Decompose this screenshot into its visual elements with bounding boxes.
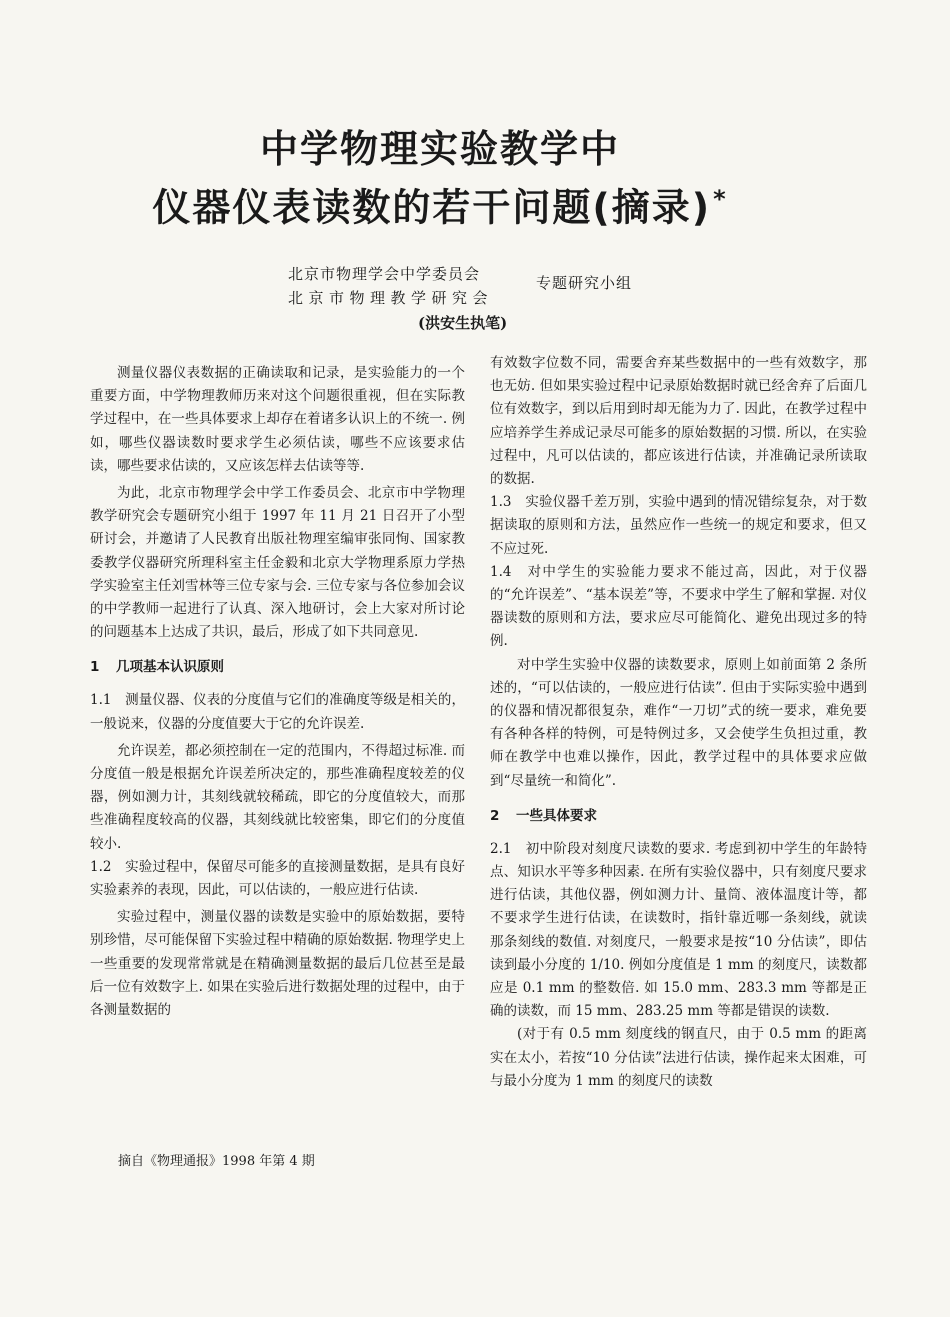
paragraph-1-3: 1.3 实验仪器千差万别，实验中遇到的情况错综复杂，对于数据读取的原则和方法，虽然应作一些统一的规定和要求，但又不应过死. <box>490 494 867 557</box>
paragraph-2-1: 2.1 初中阶段对刻度尺读数的要求. 考虑到初中学生的年龄特点、知识水平等多种因素. 在所有实验仪器中，只有刻度尺要求进行估读，其他仪器，例如测力计、量筒、液体温度计等，都不要求学生进行估读，在读数时，指针靠近哪一条刻线，就读那条刻线的数值. 对刻度尺，一般要求是按“10 分估读”，即估读到最小分度的 1/10. 例如分度值是 1 mm 的刻度尺，读数都应是 0.1 mm 的整数倍. 如 15.0 mm、283.3 mm 等都是正确的读数，而 15 mm、283.25 mm 等都是错误的读数. <box>490 840 867 1020</box>
author-org-1: 北京市物理学会中学委员会 <box>288 265 481 283</box>
paragraph-steel-ruler: (对于有 0.5 mm 刻度线的钢直尺，由于 0.5 mm 的距离实在太小，若按“10 分估读”法进行估读，操作起来太困难，可与最小分度为 1 mm 的刻度尺的读数 <box>490 1026 867 1089</box>
author-org-2: 北京市物理教学研究会 <box>288 289 494 307</box>
section-heading-2 <box>490 805 867 828</box>
paragraph-1-1: 1.1 测量仪器、仪表的分度值与它们的准确度等级是相关的，一般说来，仪器的分度值要大于它的允许误差. <box>90 692 465 732</box>
left-column <box>90 362 465 1022</box>
title-line-1: 中学物理实验教学中 <box>259 127 620 171</box>
section-title-2: 一些具体要求 <box>516 807 597 824</box>
paragraph-intro: 测量仪器仪表数据的正确读取和记录，是实验能力的一个重要方面，中学物理教师历来对这个问题很重视，但在实际教学过程中，在一些具体要求上却存在着诸多认识上的不统一. 例如，哪些仪器读数时要求学生必须估读，哪些不应该要求估读，哪些要求估读的，又应该怎样去估读等等. <box>90 365 465 474</box>
title-footnote-mark: * <box>713 185 728 213</box>
section-heading-1 <box>90 656 465 679</box>
section-title-1: 几项基本认识原则 <box>116 659 224 676</box>
section-number-2: 2 <box>490 807 500 824</box>
source-note: 摘自《物理通报》1998 年第 4 期 <box>118 1154 315 1169</box>
right-column <box>490 352 867 1093</box>
paragraph-raw-data: 实验过程中，测量仪器的读数是实验中的原始数据，要特别珍惜，尽可能保留下实验过程中精确的原始数据. 物理学史上一些重要的发现常常就是在精确测量数据的最后几位甚至是最后一位有效数字上. 如果在实验后进行数据处理的过程中，由于各测量数据的 <box>90 909 465 1019</box>
title-line-2 <box>150 174 730 233</box>
author-writer: (洪安生执笔) <box>418 314 508 332</box>
paragraph-1-4: 1.4 对中学生的实验能力要求不能过高，因此，对于仪器的“允许误差”、“基本误差”等，不要求中学生了解和掌握. 对仪器读数的原则和方法，要求应尽可能简化、避免出现过多的特例. <box>490 563 867 650</box>
article-title <box>150 124 730 233</box>
paragraph-allowed-error: 允许误差，都必须控制在一定的范围内，不得超过标准. 而分度值一般是根据允许误差所决定的，那些准确程度较差的仪器，例如测力计，其刻线就较稀疏，即它的分度值较大，而那些准确程度较高的仪器，其刻线就比较密集，即它们的分度值较小. <box>90 742 465 852</box>
paragraph-1-2: 1.2 实验过程中，保留尽可能多的直接测量数据，是具有良好实验素养的表现，因此，可以估读的，一般应进行估读. <box>90 858 465 899</box>
author-block <box>288 262 668 336</box>
author-group: 专题研究小组 <box>536 274 633 292</box>
paragraph-meeting: 为此，北京市物理学会中学工作委员会、北京市中学物理教学研究会专题研究小组于 1997 年 11 月 21 日召开了小型研讨会，并邀请了人民教育出版社物理室编审张同恂、国家教委教学仪器研究所理科室主任金毅和北京大学物理系原力学热学实验室主任刘雪林等三位专家与会. 三位专家与各位参加会议的中学教师一起进行了认真、深入地研讨，会上大家对所讨论的问题基本上达成了共识，最后，形成了如下共同意见. <box>90 485 465 641</box>
title-line-2-text: 仪器仪表读数的若干问题(摘录) <box>152 185 712 230</box>
paragraph-reading-requirements: 对中学生实验中仪器的读数要求，原则上如前面第 2 条所述的，“可以估读的，一般应进行估读”. 但由于实际实验中遇到的仪器和情况都很复杂，难作“一刀切”式的统一要求，难免要有各种各样的特例，可是特例过多，又会使学生负担过重，教师在教学中也难以操作，因此，教学过程中的具体要求应做到“尽量统一和简化”. <box>490 656 867 789</box>
paragraph-continued: 有效数字位数不同，需要舍弃某些数据中的一些有效数字，那也无妨. 但如果实验过程中记录原始数据时就已经舍弃了后面几位有效数字，到以后用到时却无能为力了. 因此，在教学过程中应培养学生养成记录尽可能多的原始数据的习惯. 所以，在实验过程中，凡可以估读的，都应该进行估读，并准确记录所读取的数据. <box>490 355 867 488</box>
section-number-1: 1 <box>90 659 100 676</box>
